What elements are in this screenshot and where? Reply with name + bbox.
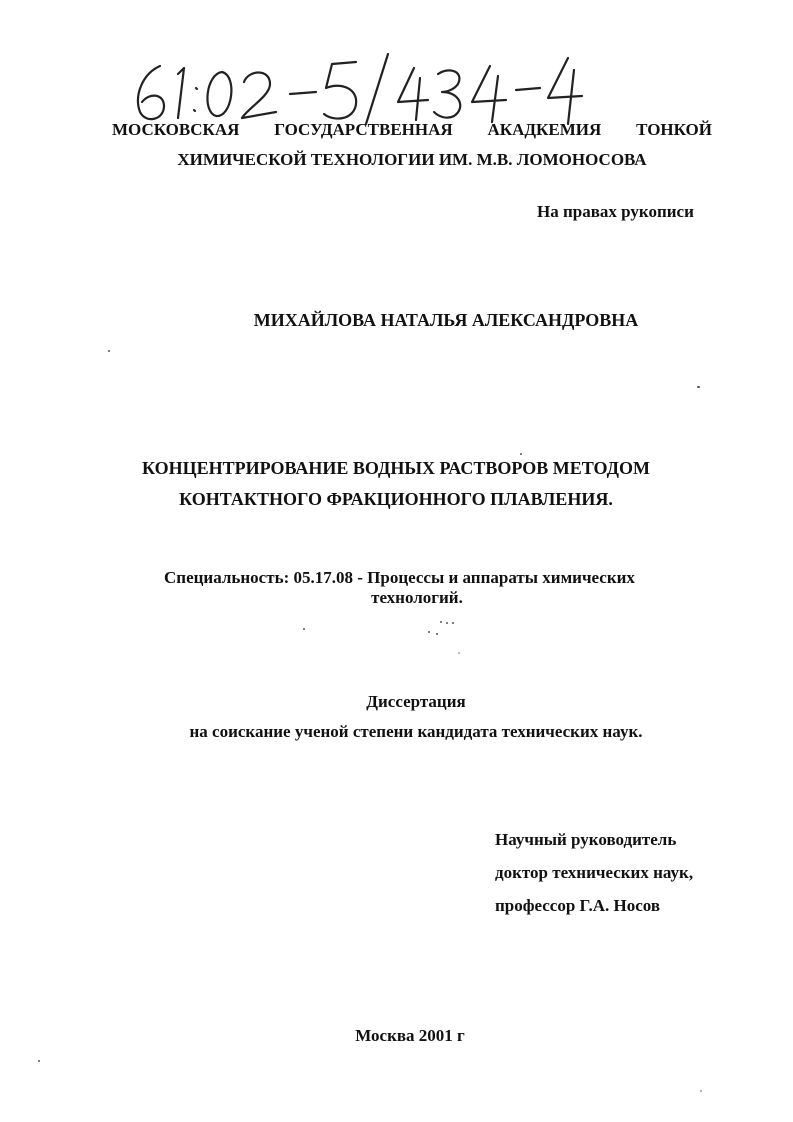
author-name: МИХАЙЛОВА НАТАЛЬЯ АЛЕКСАНДРОВНА: [253, 310, 639, 330]
scan-speck: [303, 628, 305, 630]
scan-speck: [108, 350, 110, 352]
title-line-1: КОНЦЕНТРИРОВАНИЕ ВОДНЫХ РАСТВОРОВ МЕТОДОМ: [142, 458, 650, 478]
scan-speck: [458, 652, 460, 654]
dissertation-label: Диссертация: [366, 692, 466, 711]
institution-word-4: ТОНКОЙ: [636, 120, 712, 139]
institution-word-2: ГОСУДАРСТВЕННАЯ: [274, 120, 453, 139]
specialty-line-2: технологий.: [371, 588, 463, 607]
supervisor-line-1: Научный руководитель: [495, 830, 677, 849]
scan-speck: [436, 633, 438, 635]
scan-speck: [520, 453, 522, 455]
institution-line-2: ХИМИЧЕСКОЙ ТЕХНОЛОГИИ ИМ. М.В. ЛОМОНОСОВА: [177, 150, 647, 169]
scan-speck: [700, 1090, 702, 1092]
institution-word-3: АКАДКЕМИЯ: [487, 120, 602, 139]
rights-note: На правах рукописи: [537, 202, 694, 221]
title-line-2: КОНТАКТНОГО ФРАКЦИОННОГО ПЛАВЛЕНИЯ.: [179, 489, 613, 509]
supervisor-line-2: доктор технических наук,: [495, 863, 694, 882]
institution-word-1: МОСКОВСКАЯ: [112, 120, 240, 139]
scan-speck: [452, 622, 454, 624]
specialty-line-1: Специальность: 05.17.08 - Процессы и аппараты химических: [164, 568, 635, 587]
scan-speck: [428, 631, 430, 633]
scan-speck: [446, 622, 448, 624]
handwritten-archive-code: [120, 48, 600, 128]
scan-speck: [697, 386, 700, 388]
scan-speck: [440, 621, 442, 623]
dissertation-purpose: на соискание ученой степени кандидата технических наук.: [189, 722, 643, 741]
institution-line-1: [112, 120, 712, 140]
scan-speck: [38, 1060, 40, 1062]
supervisor-line-3: профессор Г.А. Носов: [495, 896, 661, 915]
place-and-year: Москва 2001 г: [355, 1026, 465, 1045]
